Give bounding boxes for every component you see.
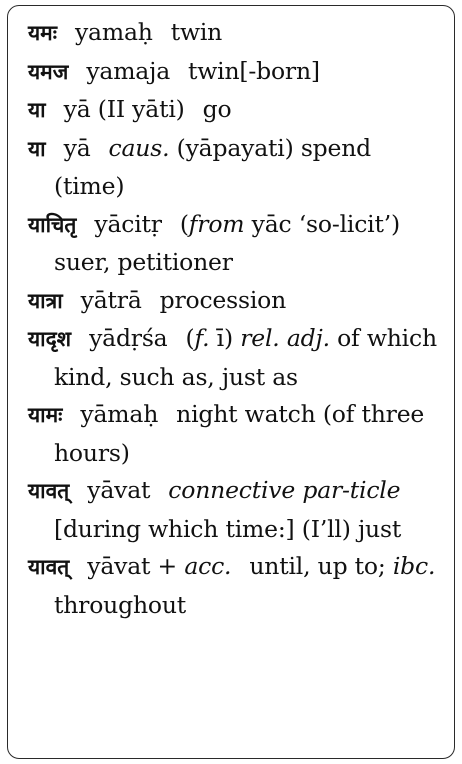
grammar-label: f. — [194, 324, 210, 352]
entry-ya-caus — [28, 130, 444, 206]
transliteration: yātrā — [80, 285, 142, 314]
grammar-label: acc. — [184, 552, 232, 580]
headword: यावत् — [28, 555, 70, 579]
definition: throughout — [54, 590, 187, 619]
headword: याचितृ — [28, 212, 77, 237]
headword: या — [28, 98, 46, 122]
entry-yadrsa — [28, 320, 444, 396]
definition: (yāpayati) spend (time) — [54, 133, 372, 200]
definition: night watch (of three hours) — [54, 400, 425, 467]
entry-list — [28, 14, 444, 624]
transliteration: yācitṛ — [94, 209, 162, 238]
transliteration: yāmaḥ — [80, 400, 159, 428]
definition-open: ( — [185, 324, 195, 352]
entry-yamah — [28, 14, 444, 53]
definition: yāc ‘so-licit’) suer, petitioner — [54, 209, 400, 276]
grammar-label: caus. — [108, 133, 170, 162]
dictionary-page — [7, 5, 455, 759]
headword: यामः — [28, 403, 63, 427]
definition: procession — [159, 285, 287, 314]
headword: या — [28, 136, 46, 161]
transliteration: yā — [63, 133, 91, 162]
transliteration: yāvat + — [87, 552, 185, 580]
transliteration: yamaja — [86, 56, 171, 85]
headword: यात्रा — [28, 288, 63, 313]
definition: [during which time:] (I’ll) just — [54, 514, 402, 543]
headword: यावत् — [28, 479, 70, 503]
transliteration: yamaḥ — [74, 18, 153, 46]
entry-yavat-particle — [28, 472, 444, 548]
grammar-label: ibc. — [392, 552, 436, 580]
definition: twin[-born] — [188, 56, 320, 85]
definition: of which kind, such as, just as — [54, 324, 437, 391]
definition: twin — [170, 18, 223, 46]
entry-yamah-watch — [28, 396, 444, 472]
entry-yamaja — [28, 53, 444, 92]
headword: यमः — [28, 21, 57, 45]
entry-ya-go — [28, 91, 444, 130]
grammar-label: rel. adj. — [240, 324, 330, 352]
entry-yavat-acc — [28, 548, 444, 624]
transliteration: yādṛśa — [89, 324, 168, 352]
definition-open: ( — [179, 209, 189, 238]
grammar-label: from — [188, 209, 245, 238]
entry-yatra — [28, 282, 444, 321]
definition-part: ī) — [209, 324, 241, 352]
transliteration: yā (II yāti) — [63, 95, 185, 123]
definition-part: until, up to; — [249, 552, 393, 580]
headword: यादृश — [28, 327, 72, 351]
transliteration: yāvat — [87, 476, 151, 504]
entry-yacitr — [28, 206, 444, 282]
definition: go — [202, 95, 232, 123]
headword: यमज — [28, 59, 69, 84]
grammar-label: connective par-ticle — [168, 476, 401, 504]
